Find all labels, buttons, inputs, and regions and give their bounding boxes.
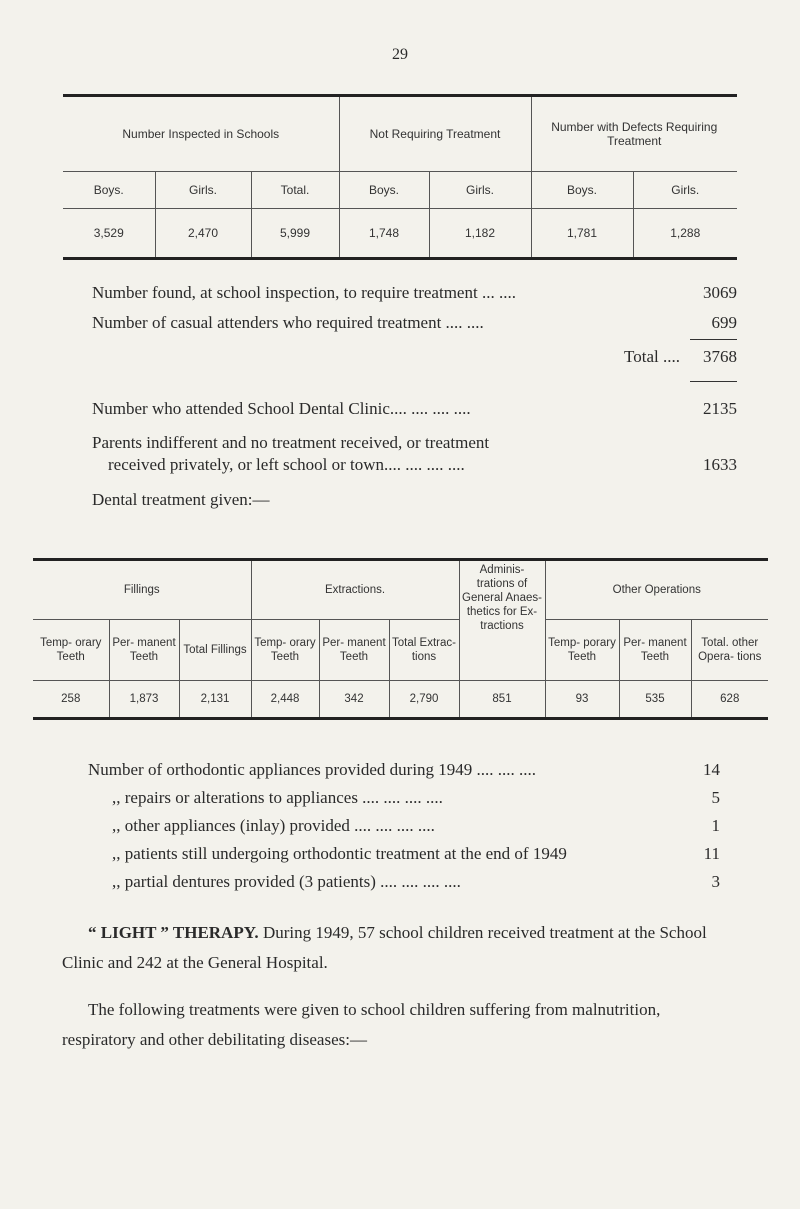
sub-header: Total Fillings: [179, 620, 251, 681]
table-cell: 5,999: [251, 209, 339, 259]
header-number-inspected: Number Inspected in Schools: [63, 96, 339, 172]
sub-header: Temp- orary Teeth: [33, 620, 109, 681]
summary-indifferent-label1: Parents indifferent and no treatment received, or treatment: [92, 433, 490, 452]
summary-total-value: 3768: [703, 347, 737, 366]
sub-header: Boys.: [531, 172, 633, 209]
summary-casual-label: Number of casual attenders who required treatment .... ....: [92, 313, 484, 332]
orthodontic-row: [88, 788, 720, 816]
sub-header: Temp- porary Teeth: [545, 620, 619, 681]
sub-header: Girls.: [155, 172, 251, 209]
table-cell: 1,182: [429, 209, 531, 259]
table-cell: 342: [319, 681, 389, 719]
orthodontic-row: [88, 760, 720, 788]
sub-header: Per- manent Teeth: [619, 620, 691, 681]
table-cell: 1,288: [633, 209, 737, 259]
header-not-requiring: Not Requiring Treatment: [339, 96, 531, 172]
orthodontic-value: 11: [703, 844, 720, 863]
inspection-table: [63, 94, 737, 260]
orthodontic-text: ,, repairs or alterations to appliances .... .... .... ....: [112, 788, 443, 807]
orthodontic-value: 1: [711, 816, 720, 835]
table-cell: 258: [33, 681, 109, 719]
table-cell: 628: [691, 681, 768, 719]
page-number: 29: [392, 46, 408, 63]
sum-rule-bottom: [690, 381, 737, 382]
table-cell: 3,529: [63, 209, 155, 259]
sub-header: Per- manent Teeth: [109, 620, 179, 681]
sub-header: Total. other Opera- tions: [691, 620, 768, 681]
orthodontic-text: ,, other appliances (inlay) provided .... .... .... ....: [112, 816, 435, 835]
table-row: [33, 681, 768, 719]
sub-header: Girls.: [633, 172, 737, 209]
summary-attended-line: [92, 399, 737, 423]
header-requiring-treatment: Number with Defects Requiring Treatment: [531, 96, 737, 172]
orthodontic-value: 5: [711, 788, 720, 807]
header-anaesthetics: Adminis- trations of General Anaes- thetics for Ex- tractions: [459, 560, 545, 681]
light-therapy-body: During 1949, 57 school children received treatment at the School Clinic and 242 at the General Hospital.: [62, 923, 707, 972]
sub-header: Girls.: [429, 172, 531, 209]
sub-header: Temp- orary Teeth: [251, 620, 319, 681]
summary-indifferent-value: 1633: [703, 455, 737, 474]
header-fillings: Fillings: [33, 560, 251, 620]
table-row: [63, 209, 737, 259]
header-extractions: Extractions.: [251, 560, 459, 620]
summary-indifferent-line2: [92, 455, 737, 479]
table-cell: 1,781: [531, 209, 633, 259]
table-cell: 93: [545, 681, 619, 719]
table-cell: 851: [459, 681, 545, 719]
orthodontic-text: Number of orthodontic appliances provided during 1949 .... .... ....: [88, 760, 537, 779]
orthodontic-row: [88, 872, 720, 900]
light-therapy-heading: “ LIGHT ” THERAPY.: [88, 923, 259, 942]
table-cell: 2,131: [179, 681, 251, 719]
summary-attended-label: Number who attended School Dental Clinic.... .... .... ....: [92, 399, 471, 418]
sub-header: Total.: [251, 172, 339, 209]
summary-indifferent-line1: [92, 433, 737, 457]
orthodontic-value: 3: [711, 872, 720, 891]
table-cell: 2,470: [155, 209, 251, 259]
dental-given-label: Dental treatment given:—: [92, 490, 270, 509]
table-cell: 2,790: [389, 681, 459, 719]
summary-total-label: Total ....: [624, 347, 680, 366]
dental-treatment-table: [33, 558, 768, 720]
summary-found-line: [92, 283, 737, 307]
orthodontic-row: [88, 844, 720, 872]
sub-header: Boys.: [339, 172, 429, 209]
summary-found-label: Number found, at school inspection, to require treatment ... ....: [92, 283, 516, 302]
summary-attended-value: 2135: [703, 399, 737, 418]
orthodontic-value: 14: [703, 760, 720, 779]
orthodontic-text: ,, partial dentures provided (3 patients) .... .... .... ....: [112, 872, 461, 891]
summary-found-value: 3069: [703, 283, 737, 302]
table-cell: 1,748: [339, 209, 429, 259]
summary-total-line: [92, 347, 737, 371]
table-cell: 2,448: [251, 681, 319, 719]
table-cell: 535: [619, 681, 691, 719]
sub-header: Boys.: [63, 172, 155, 209]
table-cell: 1,873: [109, 681, 179, 719]
summary-indifferent-label2: received privately, or left school or town.... .... .... ....: [108, 455, 465, 474]
malnutrition-paragraph: The following treatments were given to school children suffering from malnutrition, respiratory and other debilitating diseases:—: [62, 1000, 661, 1049]
dental-given-heading: [92, 490, 737, 514]
summary-casual-value: 699: [711, 313, 737, 332]
summary-casual-line: [92, 313, 737, 337]
sum-rule-top: [690, 339, 737, 340]
light-therapy-paragraph: [62, 918, 738, 978]
orthodontic-row: [88, 816, 720, 844]
sub-header: Total Extrac- tions: [389, 620, 459, 681]
sub-header: Per- manent Teeth: [319, 620, 389, 681]
orthodontic-text: ,, patients still undergoing orthodontic treatment at the end of 1949: [112, 844, 567, 863]
header-other-operations: Other Operations: [545, 560, 768, 620]
